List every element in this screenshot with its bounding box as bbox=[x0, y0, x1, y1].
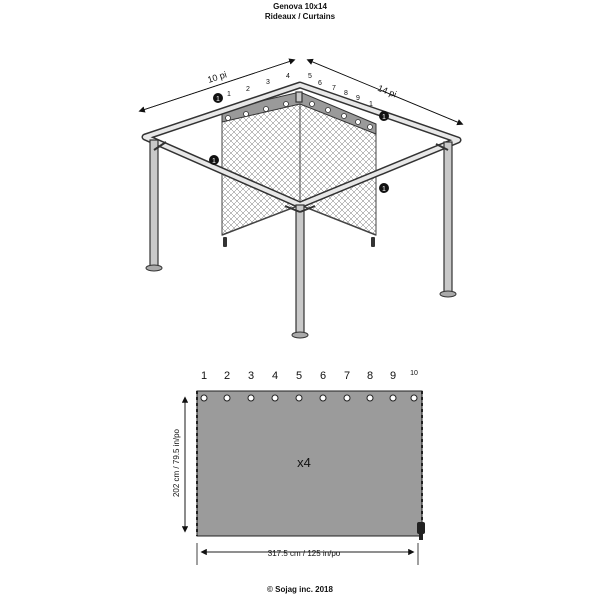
gazebo-grommet-number: 3 bbox=[266, 79, 270, 86]
grommet bbox=[296, 395, 302, 401]
zipper-icon bbox=[417, 522, 425, 540]
gazebo-illustration bbox=[140, 60, 462, 338]
height-dimension-label: 202 cm / 79.5 in/po bbox=[172, 428, 181, 498]
grommet bbox=[224, 395, 230, 401]
grommet bbox=[248, 395, 254, 401]
svg-text:1: 1 bbox=[382, 114, 386, 121]
mesh-curtain-left bbox=[222, 100, 300, 235]
panel-grommet-number: 7 bbox=[343, 370, 351, 382]
panel-grommet-number: 9 bbox=[389, 370, 397, 382]
product-title: Genova 10x14 bbox=[273, 2, 327, 11]
grommet bbox=[272, 395, 278, 401]
panel-grommet-number: 6 bbox=[319, 370, 327, 382]
gazebo-grommet-number: 9 bbox=[356, 95, 360, 102]
copyright-footer: © Sojag inc. 2018 bbox=[267, 585, 333, 594]
gazebo-grommet-number: 8 bbox=[344, 90, 348, 97]
quantity-label: x4 bbox=[297, 455, 311, 470]
grommet bbox=[320, 395, 326, 401]
grommet bbox=[367, 395, 373, 401]
product-subtitle: Rideaux / Curtains bbox=[264, 12, 336, 21]
grommet bbox=[411, 395, 417, 401]
callout-marker-1 bbox=[379, 183, 389, 193]
panel-grommet-number: 4 bbox=[271, 370, 279, 382]
grommet bbox=[344, 395, 350, 401]
panel-grommet-number: 8 bbox=[366, 370, 374, 382]
gazebo-grommet-number: 6 bbox=[318, 80, 322, 87]
panel-grommet-number: 1 bbox=[200, 370, 208, 382]
gazebo-grommet-number: 7 bbox=[332, 85, 336, 92]
gazebo-grommet-number: 4 bbox=[286, 73, 290, 80]
panel-grommet-number: 5 bbox=[295, 370, 303, 382]
curtain-panel-diagram bbox=[172, 370, 425, 565]
grommet bbox=[201, 395, 207, 401]
gazebo-grommet-number: 1 bbox=[227, 91, 231, 98]
svg-text:1: 1 bbox=[382, 186, 386, 193]
svg-text:1: 1 bbox=[212, 158, 216, 165]
grommet bbox=[390, 395, 396, 401]
gazebo-grommet-number: 5 bbox=[308, 73, 312, 80]
panel-grommet-number: 2 bbox=[223, 370, 231, 382]
callout-marker-1 bbox=[379, 111, 389, 121]
gazebo-grommet-number: 1 bbox=[369, 101, 373, 108]
panel-grommet-number: 3 bbox=[247, 370, 255, 382]
svg-text:1: 1 bbox=[216, 96, 220, 103]
side-14-label: 14 pi bbox=[376, 82, 399, 100]
callout-marker-1 bbox=[213, 93, 223, 103]
callout-marker-1 bbox=[209, 155, 219, 165]
panel-grommet-number: 10 bbox=[410, 370, 418, 377]
side-10-label: 10 pi bbox=[206, 69, 228, 85]
gazebo-grommet-number: 2 bbox=[246, 86, 250, 93]
width-dimension-label: 317.5 cm / 125 in/po bbox=[267, 549, 341, 558]
